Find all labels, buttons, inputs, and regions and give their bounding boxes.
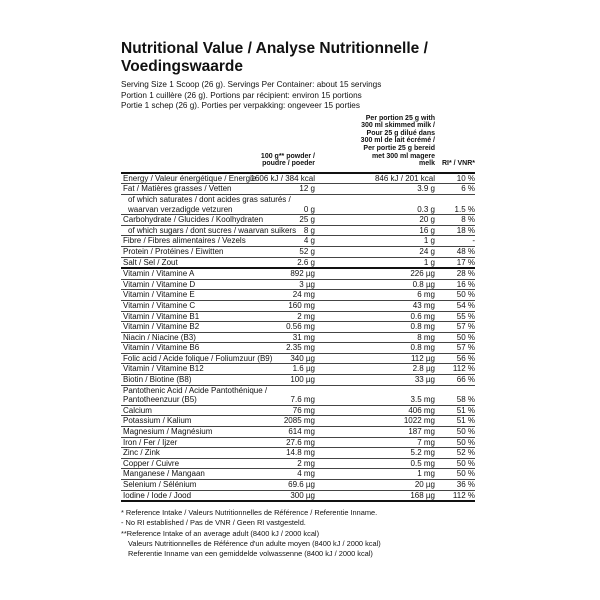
value-per-portion: 0.8 µg bbox=[412, 279, 435, 289]
value-ri: 50 % bbox=[456, 437, 475, 447]
value-ri: 51 % bbox=[456, 405, 475, 415]
value-ri: 50 % bbox=[456, 469, 475, 479]
value-ri: 54 % bbox=[456, 300, 475, 310]
value-ri: - bbox=[472, 236, 475, 246]
nutrient-label: Vitamin / Vitamine C bbox=[123, 300, 196, 310]
value-per-100g: 14.8 mg bbox=[286, 448, 315, 458]
value-ri: 55 % bbox=[456, 311, 475, 321]
value-per-portion: 112 µg bbox=[410, 353, 435, 363]
value-per-100g: 76 mg bbox=[292, 405, 315, 415]
value-per-portion: 0.8 mg bbox=[410, 343, 435, 353]
table-row bbox=[121, 258, 475, 270]
nutrient-label: Copper / Cuivre bbox=[123, 458, 180, 468]
value-ri: 112 % bbox=[452, 364, 475, 374]
value-per-portion: 8 mg bbox=[417, 332, 435, 342]
table-header bbox=[121, 114, 475, 172]
value-ri: 10 % bbox=[456, 173, 475, 183]
table-row bbox=[121, 375, 475, 386]
value-ri: 50 % bbox=[456, 290, 475, 300]
table-row bbox=[121, 427, 475, 438]
value-per-portion: 226 µg bbox=[410, 269, 435, 279]
value-per-portion: 1022 mg bbox=[403, 416, 435, 426]
value-per-portion: 24 g bbox=[419, 246, 435, 256]
table-row bbox=[121, 174, 475, 185]
table-row bbox=[121, 491, 475, 503]
nutrient-label: Protein / Protéines / Eiwitten bbox=[123, 246, 224, 256]
table-row bbox=[121, 354, 475, 365]
serving-line-fr: Portion 1 cuillère (26 g). Portions par récipient: environ 15 portions bbox=[121, 90, 362, 100]
value-per-100g: 24 mg bbox=[292, 290, 315, 300]
value-ri: 50 % bbox=[456, 458, 475, 468]
nutrient-label: Vitamin / Vitamine B1 bbox=[123, 311, 200, 321]
table-row bbox=[121, 406, 475, 417]
value-ri: 50 % bbox=[456, 427, 475, 437]
nutrient-label: Calcium bbox=[123, 405, 152, 415]
table-row bbox=[121, 195, 475, 215]
value-ri: 56 % bbox=[456, 353, 475, 363]
nutrient-label: Iron / Fer / Ijzer bbox=[123, 437, 178, 447]
value-per-100g: 892 µg bbox=[290, 269, 315, 279]
table-row bbox=[121, 386, 475, 406]
nutrient-label: Salt / Sel / Zout bbox=[123, 257, 178, 267]
nutrient-label: Potassium / Kalium bbox=[123, 416, 192, 426]
table-row bbox=[121, 448, 475, 459]
table-row bbox=[121, 312, 475, 323]
header-per-portion: Per portion 25 g with 300 ml skimmed milk / Pour 25 g dilué dans 300 ml de lait écrémé / Per portie 25 g bereid met 300 ml magere melk bbox=[360, 114, 435, 168]
value-per-portion: 43 mg bbox=[412, 300, 435, 310]
nutrient-label: Pantothenic Acid / Acide Pantothénique / Pantotheenzuur (B5) bbox=[123, 385, 268, 405]
table-row bbox=[121, 416, 475, 427]
value-per-portion: 16 g bbox=[419, 225, 435, 235]
nutrient-label: Energy / Valeur énergétique / Energie bbox=[123, 173, 257, 183]
value-ri: 58 % bbox=[456, 395, 475, 405]
value-per-portion: 5.2 mg bbox=[410, 448, 435, 458]
value-ri: 8 % bbox=[461, 215, 475, 225]
nutrient-label: Vitamin / Vitamine E bbox=[123, 290, 195, 300]
value-per-portion: 20 µg bbox=[414, 480, 435, 489]
value-per-100g: 0.56 mg bbox=[286, 322, 315, 332]
value-per-100g: 2.6 g bbox=[297, 257, 315, 267]
nutrition-table bbox=[121, 172, 475, 502]
nutrient-label: Folic acid / Acide folique / Foliumzuur (B9) bbox=[123, 353, 273, 363]
nutrient-label: Vitamin / Vitamine B6 bbox=[123, 343, 200, 353]
nutrient-label: Selenium / Sélénium bbox=[123, 480, 197, 489]
table-row bbox=[121, 301, 475, 312]
value-per-100g: 2085 mg bbox=[283, 416, 315, 426]
header-ri: RI* / VNR* bbox=[441, 160, 475, 168]
value-per-portion: 0.6 mg bbox=[410, 311, 435, 321]
footnotes bbox=[121, 508, 475, 559]
nutrient-label: of which saturates / dont acides gras saturés / waarvan verzadigde vetzuren bbox=[128, 194, 291, 214]
value-ri: 51 % bbox=[456, 416, 475, 426]
table-row bbox=[121, 322, 475, 333]
footnote-line: * Reference Intake / Valeurs Nutritionnelles de Référence / Referentie Inname. bbox=[121, 508, 378, 518]
nutrient-label: Fibre / Fibres alimentaires / Vezels bbox=[123, 236, 246, 246]
value-per-portion: 6 mg bbox=[417, 290, 435, 300]
value-per-100g: 12 g bbox=[299, 184, 315, 194]
value-per-portion: 406 mg bbox=[408, 405, 435, 415]
nutrient-label: Vitamin / Vitamine B2 bbox=[123, 322, 200, 332]
page-title: Nutritional Value / Analyse Nutritionnelle / Voedingswaarde bbox=[121, 40, 428, 75]
value-per-100g: 4 g bbox=[303, 236, 315, 246]
footnote-line: Valeurs Nutritionnelles de Référence d'un adulte moyen (8400 kJ / 2000 kcal) bbox=[128, 538, 381, 548]
value-per-portion: 3.9 g bbox=[417, 184, 435, 194]
value-per-100g: 2.35 mg bbox=[286, 343, 315, 353]
value-ri: 28 % bbox=[456, 269, 475, 279]
footnote-line: **Reference Intake of an average adult (8400 kJ / 2000 kcal) bbox=[121, 528, 320, 538]
nutrient-label: Zinc / Zink bbox=[123, 448, 160, 458]
table-row bbox=[121, 343, 475, 354]
table-row bbox=[121, 438, 475, 449]
value-per-100g: 27.6 mg bbox=[286, 437, 315, 447]
nutrient-label: Carbohydrate / Glucides / Koolhydraten bbox=[123, 215, 264, 225]
value-per-portion: 2.8 µg bbox=[412, 364, 435, 374]
table-row bbox=[121, 459, 475, 470]
value-per-portion: 846 kJ / 201 kcal bbox=[374, 173, 435, 183]
nutrient-label: Manganese / Mangaan bbox=[123, 469, 205, 479]
nutrient-label: of which sugars / dont sucres / waarvan suikers bbox=[128, 225, 297, 235]
value-per-portion: 1 g bbox=[423, 257, 435, 267]
serving-info bbox=[121, 80, 475, 112]
table-row bbox=[121, 236, 475, 247]
footnote-line: Referentie Inname van een gemiddelde volwassenne (8400 kJ / 2000 kcal) bbox=[128, 549, 373, 558]
value-per-100g: 0 g bbox=[303, 204, 315, 214]
value-per-100g: 1606 kJ / 384 kcal bbox=[250, 173, 315, 183]
value-per-portion: 33 µg bbox=[414, 375, 435, 385]
nutrient-label: Biotin / Biotine (B8) bbox=[123, 375, 192, 385]
table-row bbox=[121, 269, 475, 280]
value-ri: 112 % bbox=[452, 490, 475, 500]
table-row bbox=[121, 226, 475, 237]
value-per-100g: 100 µg bbox=[290, 375, 315, 385]
nutrient-label: Fat / Matières grasses / Vetten bbox=[123, 184, 232, 194]
nutrient-label: Iodine / Iode / Jood bbox=[123, 490, 192, 500]
value-ri: 52 % bbox=[456, 448, 475, 458]
value-ri: 1.5 % bbox=[454, 204, 475, 214]
value-per-portion: 187 mg bbox=[408, 427, 435, 437]
value-ri: 18 % bbox=[456, 225, 475, 235]
value-per-100g: 300 µg bbox=[290, 490, 315, 500]
value-ri: 16 % bbox=[456, 279, 475, 289]
value-ri: 36 % bbox=[456, 480, 475, 489]
nutrient-label: Vitamin / Vitamine B12 bbox=[123, 364, 204, 374]
value-per-portion: 1 mg bbox=[417, 469, 435, 479]
value-per-100g: 25 g bbox=[299, 215, 315, 225]
value-per-100g: 7.6 mg bbox=[290, 395, 315, 405]
serving-line-nl: Portie 1 schep (26 g). Porties per verpakking: ongeveer 15 porties bbox=[121, 101, 360, 111]
value-per-portion: 1 g bbox=[423, 236, 435, 246]
table-row bbox=[121, 480, 475, 491]
table-row bbox=[121, 290, 475, 301]
table-row bbox=[121, 280, 475, 291]
value-per-100g: 1.6 µg bbox=[292, 364, 315, 374]
value-ri: 50 % bbox=[456, 332, 475, 342]
value-ri: 6 % bbox=[461, 184, 475, 194]
value-per-100g: 3 µg bbox=[299, 279, 315, 289]
value-ri: 57 % bbox=[456, 322, 475, 332]
value-per-portion: 0.8 mg bbox=[410, 322, 435, 332]
value-per-100g: 4 mg bbox=[297, 469, 315, 479]
nutrient-label: Niacin / Niacine (B3) bbox=[123, 332, 196, 342]
value-ri: 57 % bbox=[456, 343, 475, 353]
value-per-100g: 160 mg bbox=[288, 300, 315, 310]
value-per-100g: 8 g bbox=[303, 225, 315, 235]
nutrient-label: Vitamin / Vitamine D bbox=[123, 279, 196, 289]
table-row bbox=[121, 247, 475, 258]
value-per-portion: 3.5 mg bbox=[410, 395, 435, 405]
value-per-100g: 69.6 µg bbox=[288, 480, 315, 489]
value-ri: 48 % bbox=[456, 246, 475, 256]
table-row bbox=[121, 184, 475, 195]
value-per-portion: 20 g bbox=[419, 215, 435, 225]
value-per-100g: 2 mg bbox=[297, 458, 315, 468]
value-per-100g: 2 mg bbox=[297, 311, 315, 321]
header-per-100g: 100 g** powder / poudre / poeder bbox=[260, 152, 315, 168]
value-per-portion: 0.3 g bbox=[417, 204, 435, 214]
serving-line-en: Serving Size 1 Scoop (26 g). Servings Per Container: about 15 servings bbox=[121, 80, 382, 89]
value-per-portion: 0.5 mg bbox=[410, 458, 435, 468]
table-row bbox=[121, 364, 475, 375]
table-row bbox=[121, 469, 475, 480]
nutrition-panel bbox=[121, 40, 475, 559]
nutrient-label: Magnesium / Magnésium bbox=[123, 427, 213, 437]
table-row bbox=[121, 215, 475, 226]
value-per-100g: 614 mg bbox=[288, 427, 315, 437]
value-ri: 66 % bbox=[456, 375, 475, 385]
value-per-portion: 168 µg bbox=[410, 490, 435, 500]
value-ri: 17 % bbox=[456, 257, 475, 267]
value-per-100g: 31 mg bbox=[292, 332, 315, 342]
value-per-100g: 52 g bbox=[299, 246, 315, 256]
nutrient-label: Vitamin / Vitamine A bbox=[123, 269, 195, 279]
value-per-100g: 340 µg bbox=[290, 353, 315, 363]
value-per-portion: 7 mg bbox=[417, 437, 435, 447]
table-row bbox=[121, 333, 475, 344]
footnote-line: - No RI established / Pas de VNR / Geen RI vastgesteld. bbox=[121, 518, 306, 528]
